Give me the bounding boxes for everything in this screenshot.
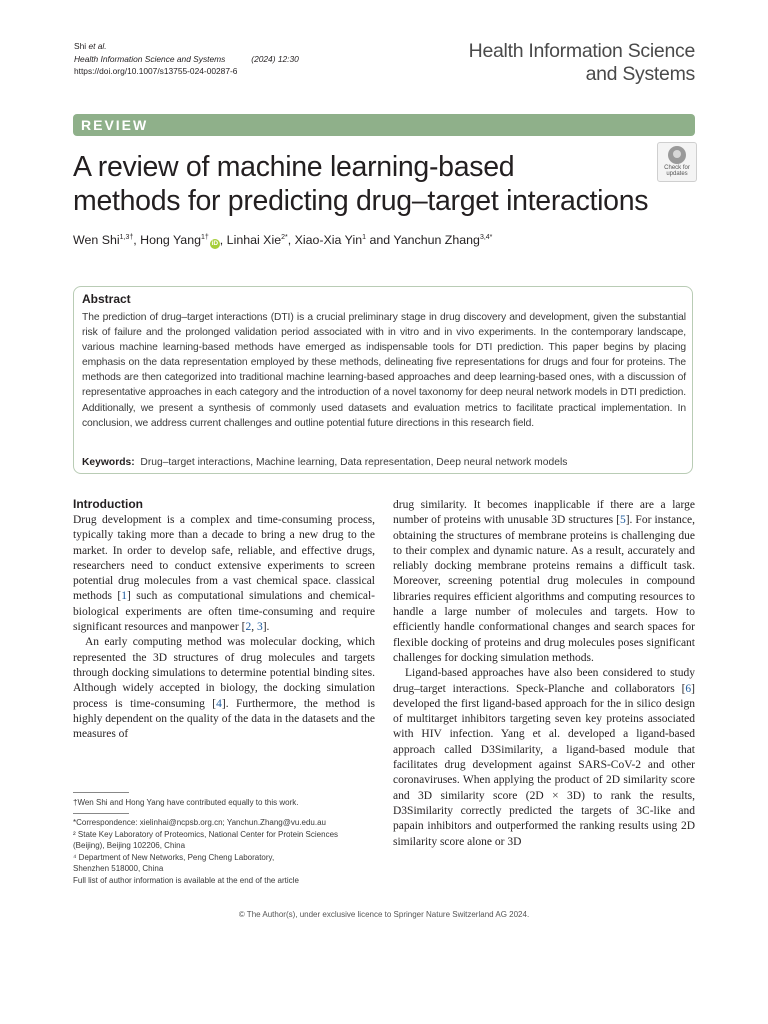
left-column — [73, 497, 375, 742]
right-column — [393, 498, 695, 850]
footnote-divider — [73, 813, 129, 814]
author[interactable]: Hong Yang$^{1\dagger}$ — [140, 233, 209, 248]
citation-link[interactable]: 4 — [216, 697, 222, 710]
keywords: Keywords: Drug–target interactions, Machine learning, Data representation, Deep neural network models — [82, 457, 568, 468]
author-list: Wen Shi$^{1,3\dagger}$, Hong Yang$^{1\dagger}$iD , Linhai Xie$^{2*}$, Xiao-Xia Yin$^1$ and Yanchun Zhang$^{3,4*}$ — [73, 233, 493, 248]
doi-link[interactable]: https://doi.org/10.1007/s13755-024-00287-6 — [74, 66, 238, 76]
author[interactable]: Wen Shi$^{1,3\dagger}$ — [73, 233, 134, 248]
article-title: A review of machine learning-based methods for predicting drug–target interactions — [73, 151, 649, 217]
paragraph: drug similarity. It becomes inapplicable if there are a large number of proteins with unusable 3D structures [5]. For instance, obtaining the structures of membrane proteins is challenging due to their complex and dynamic nature. As a result, accurately and reliably docking membrane proteins remains a difficult task. Moreover, screening potential drug molecules in compound libraries requires efficient algorithms and computing resources to handle a large number of molecules and targets. How to efficiently handle conformational changes and search spaces for flexible docking of proteins and drug molecules poses significant challenges for docking simulation methods. — [393, 499, 695, 664]
author[interactable]: Linhai Xie$^{2*}$ — [226, 233, 288, 248]
citation-link[interactable]: 6 — [685, 682, 692, 695]
journal-brand: Health Information Science and Systems — [468, 40, 695, 85]
article-type-band — [73, 114, 695, 136]
author[interactable]: Xiao-Xia Yin$^1$ — [294, 233, 367, 248]
abstract-text: The prediction of drug–target interactions (DTI) is a crucial preliminary stage in drug discovery and development, given the substantial risk of failure and the prolonged validation period associated with in vitro and in vivo experiments. In the contemporary landscape, various machine learning-based methods have emerged as indispensable tools for DTI prediction. This paper begins by placing emphasis on the data representation employed by these methods, delineating five representations for drugs and four for proteins. The methods are then categorized into traditional machine learning-based approaches and deep learning-based ones, with a discussion of representative approaches in each category and the introduction of a novel taxonomy for deep neural network models in DTI prediction. Additionally, we present a synthesis of commonly used datasets and evaluation metrics to facilitate practical implementation. In conclusion, we address current challenges and outline potential future directions in this research field. — [82, 312, 686, 429]
copyright-footer: © The Author(s), under exclusive licence to Springer Nature Switzerland AG 2024. — [238, 910, 530, 919]
abstract-heading: Abstract — [82, 292, 131, 306]
abstract-box — [73, 286, 693, 474]
citation-link[interactable]: 5 — [619, 514, 626, 527]
paragraph: An early computing method was molecular docking, which represented the 3D structures of drug molecules and targets through docking simulations to determine potential binding sites. Although widely accepted in biology, the docking simulation process is time-consuming [4]. Furthermore, the method is highly dependent on the quality of the data in the datasets and the measures of — [73, 636, 376, 741]
citation-link[interactable]: 2 — [245, 621, 252, 634]
footnote-equal-contribution: †Wen Shi and Hong Yang have contributed equally to this work. — [73, 798, 299, 807]
section-heading-introduction: Introduction — [73, 497, 143, 511]
correspondence-footnote: *Correspondence: xielinhai@ncpsb.org.cn; Yanchun.Zhang@vu.edu.au ² State Key Laboratory of Proteomics, National Center for Protein Sciences (Beijing), Beijing 102206, China ⁴ Department of New Networks, Peng Cheng Laboratory, Shenzhen 518000, China Full list of author information is available at the end of the article — [73, 817, 383, 887]
check-for-updates-badge[interactable]: Check for updates — [657, 142, 697, 182]
paragraph: Drug development is a complex and time-consuming process, typically taking more than a decade to bring a new drug to the market. In order to develop safe, reliable, and effective drugs, researchers need to conduct extensive experiments to screen potential drug molecules from a vast chemical space. classical methods [1] such as computational simulations and chemical-biological experiments are often time-consuming and require significant resources and manpower [2, 3]. — [73, 514, 375, 634]
orcid-icon[interactable]: iD — [211, 240, 219, 248]
citation-link[interactable]: 3 — [256, 621, 263, 634]
article-type-label: REVIEW — [81, 117, 149, 133]
citation-link[interactable]: 1 — [121, 590, 128, 603]
footnote-divider — [73, 792, 129, 793]
author-short: Shi et al. — [74, 41, 107, 51]
author[interactable]: Yanchun Zhang$^{3,4*}$ — [393, 233, 493, 248]
paragraph: Ligand-based approaches have also been considered to study drug–target interactions. Speck-Planche and collaborators [6] developed the first ligand-based approach for the in silico design of multitarget inhibitors targeting seven key proteins associated with HIV infection. Yang et al. developed a ligand-based approach called D3Similarity, a ligand-based module that facilitates drug development against SARS-CoV-2 and other coronaviruses. When applying the product of 2D similarity score and 3D similarity score (2D × 3D) to rank the results, D3Similarity correctly predicted the targets of 3C-like and papain inhibitors and outperformed the ranking results using 2D similarity score alone or 3D — [393, 667, 695, 848]
journal-citation: Health Information Science and Systems (2024) 12:30 — [74, 53, 299, 64]
running-header — [74, 40, 299, 78]
check-updates-icon — [668, 146, 686, 164]
correspondence-emails[interactable]: *Correspondence: xielinhai@ncpsb.org.cn; Yanchun.Zhang@vu.edu.au — [73, 818, 326, 827]
